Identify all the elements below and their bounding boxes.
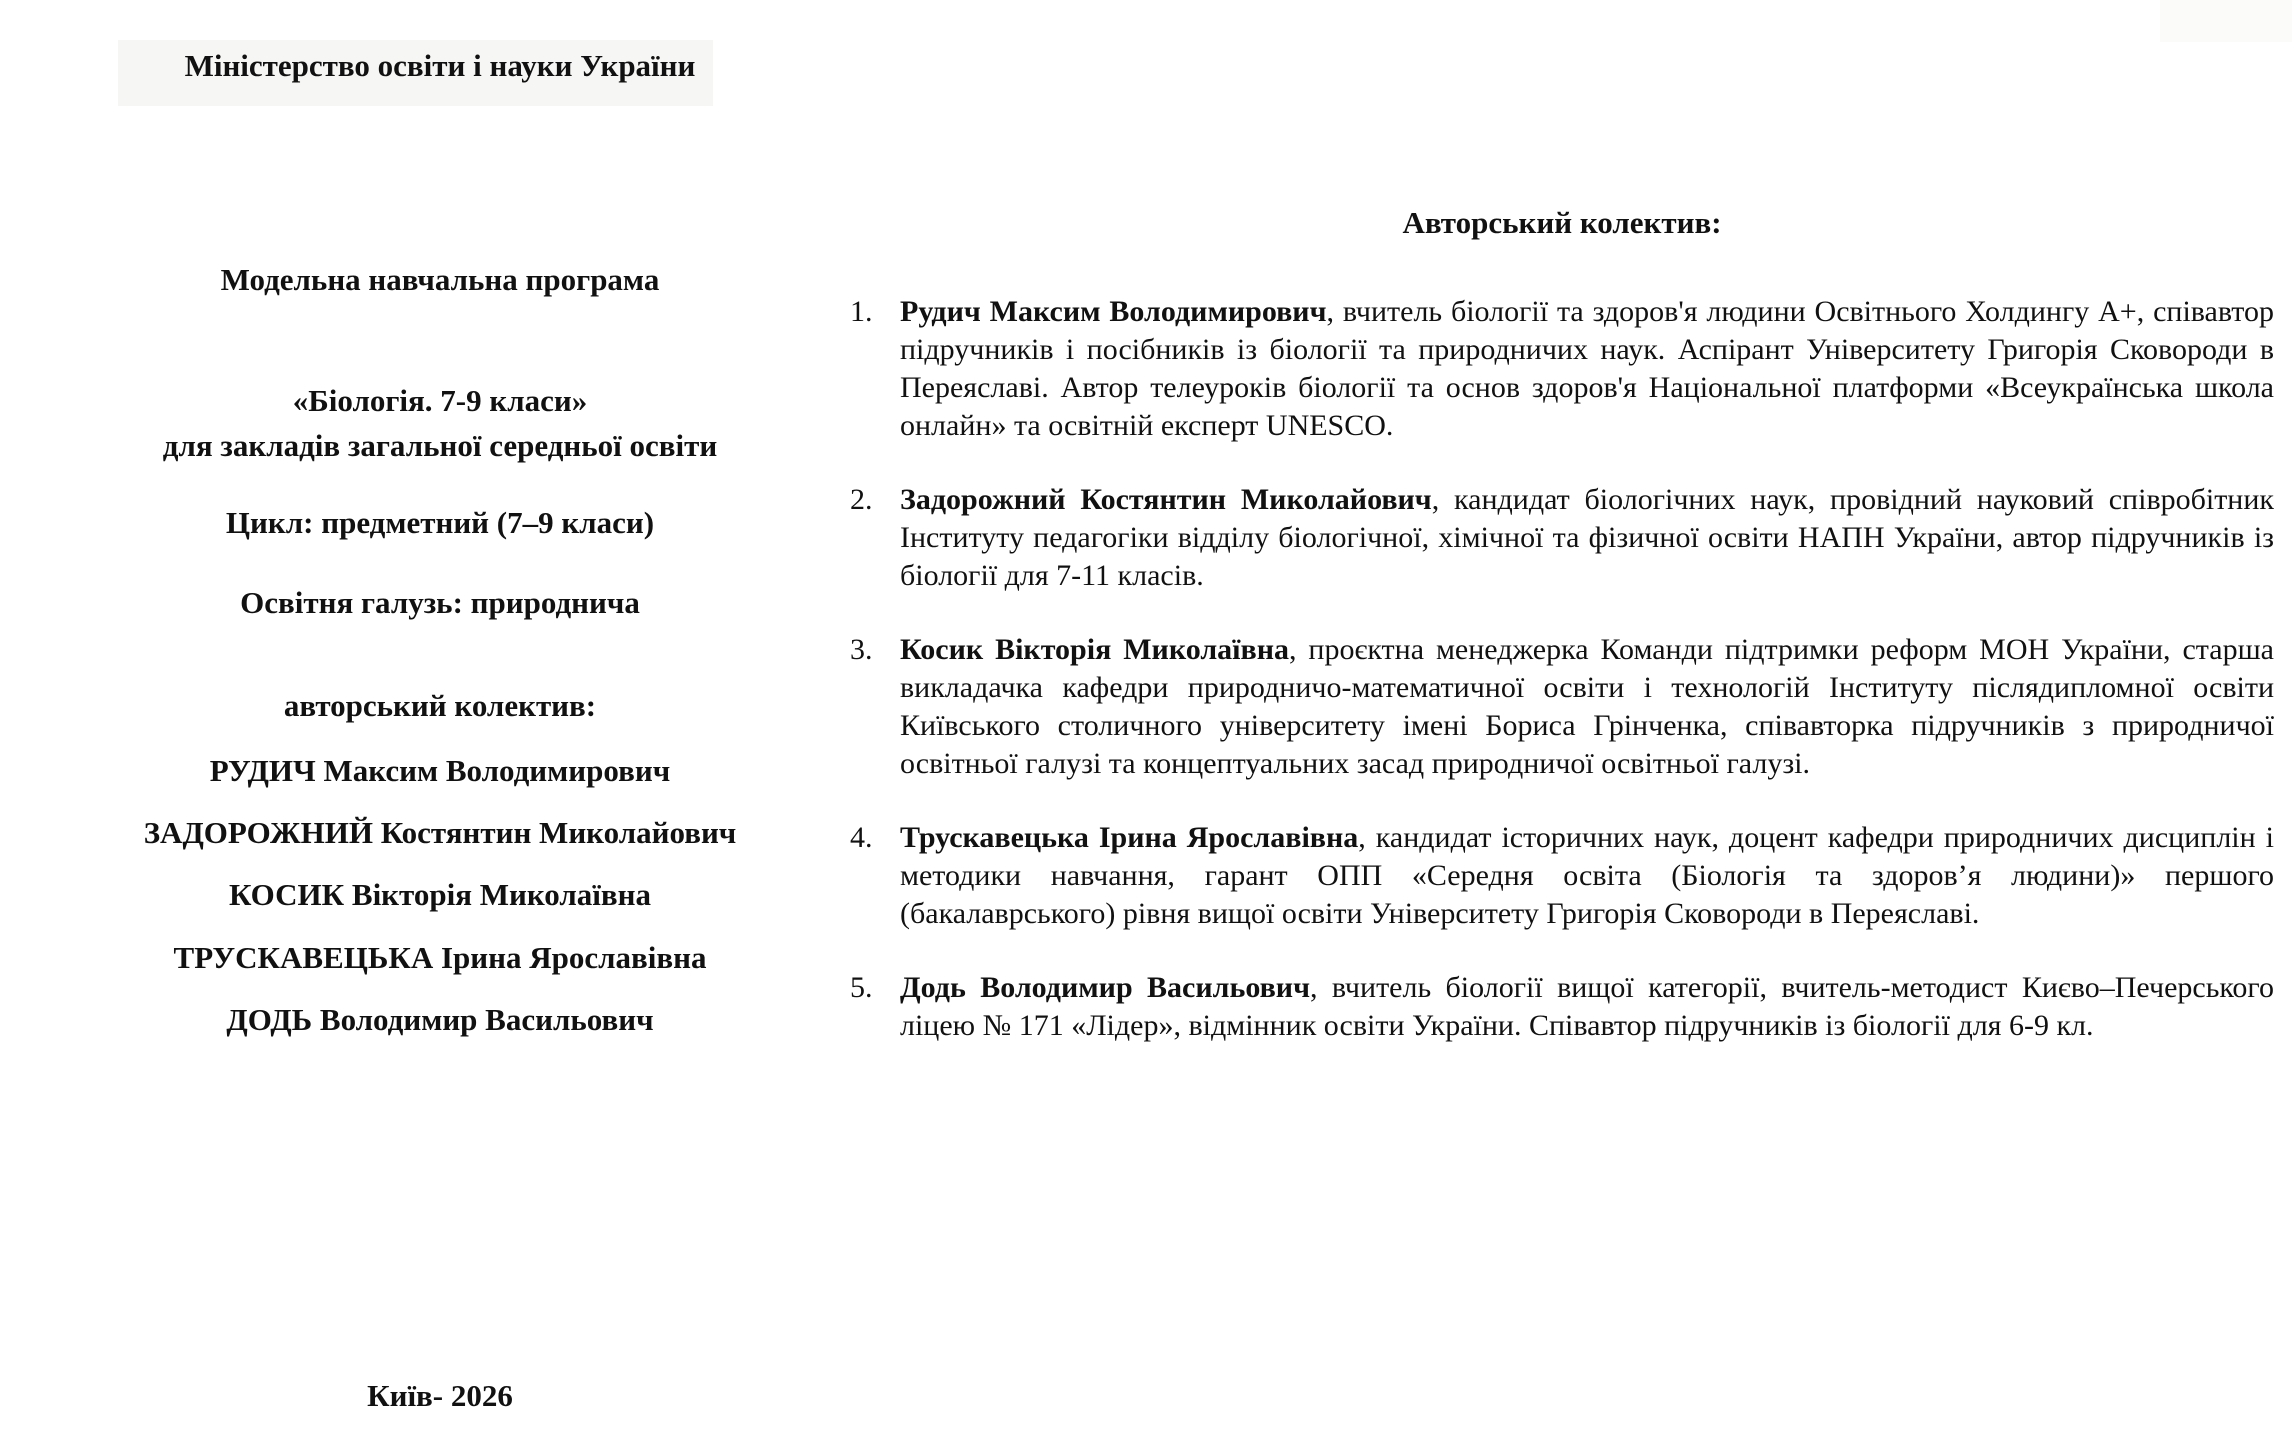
author-name: КОСИК Вікторія Миколаївна	[228, 877, 652, 912]
list-item	[850, 819, 2274, 933]
author-bio	[900, 969, 2274, 1045]
list-item	[850, 481, 2274, 595]
list-item	[850, 969, 2274, 1045]
authors-heading-left: авторський колектив:	[283, 688, 597, 723]
list-item	[850, 293, 2274, 445]
title-column	[95, 0, 785, 1452]
author-bio-description: , вчитель біології вищої категорії, вчитель-методист Києво–Печерського ліцею № 171 «Лідер», відмінник освіти України. Співавтор підручників із біології для 6-9 кл.	[900, 971, 2274, 1042]
program-type: Модельна навчальна програма	[220, 262, 660, 297]
author-bio-name: Додь Володимир Васильович	[900, 971, 1311, 1004]
authors-column	[850, 0, 2274, 1452]
cycle-line: Цикл: предметний (7–9 класи)	[225, 505, 655, 540]
author-bio-name: Трускавецька Ірина Ярославівна	[900, 821, 1359, 854]
author-bio-name: Рудич Максим Володимирович	[900, 295, 1327, 328]
city-year: Київ- 2026	[367, 1378, 513, 1413]
author-bio-description: , проєктна менеджерка Команди підтримки реформ МОН України, старша викладачка кафедри природничо-математичної освіти і технологій Інституту післядипломної освіти Київського столичного університету імені Бориса Грінченка, співавторка підручників з природничої освітньої галузі та концептуальних засад природничої освітньої галузі.	[900, 633, 2274, 780]
author-bio-description: , кандидат біологічних наук, провідний науковий співробітник Інституту педагогіки відділу біологічної, хімічної та фізичної освіти НАПН України, автор підручників із біології для 7-11 класів.	[900, 483, 2274, 592]
author-bio	[900, 631, 2274, 783]
author-name: ДОДЬ Володимир Васильович	[226, 1002, 654, 1037]
education-field-line: Освітня галузь: природнича	[240, 585, 640, 620]
author-bio-description: , вчитель біології та здоров'я людини Освітнього Холдингу А+, співавтор підручників і посібників із біології та природничих наук. Аспірант Університету Григорія Сковороди в Переяславі. Автор телеуроків біології та основ здоров'я Національної платформи «Всеукраїнська школа онлайн» та освітній експерт UNESCO.	[900, 295, 2274, 442]
authors-heading-right: Авторський колектив:	[1402, 205, 1722, 240]
document-title-line2: для закладів загальної середньої освіти	[162, 428, 718, 463]
author-bio-description: , кандидат історичних наук, доцент кафедри природничих дисциплін і методики навчання, гарант ОПП «Середня освіта (Біологія та здоров’я людини)» першого (бакалаврського) рівня вищої освіти Університету Григорія Сковороди в Переяславі.	[900, 821, 2274, 930]
list-item-number: 4.	[850, 821, 873, 854]
list-item-number: 5.	[850, 971, 873, 1004]
list-item	[850, 631, 2274, 783]
ministry-title: Міністерство освіти і науки України	[184, 48, 696, 83]
list-item-number: 3.	[850, 633, 873, 666]
author-bio-name: Косик Вікторія Миколаївна	[900, 633, 1289, 666]
author-bio	[900, 293, 2274, 445]
list-item-number: 2.	[850, 483, 873, 516]
authors-list	[850, 293, 2274, 1081]
author-name: ТРУСКАВЕЦЬКА Ірина Ярославівна	[173, 940, 707, 975]
author-name: ЗАДОРОЖНИЙ Костянтин Миколайович	[143, 815, 737, 850]
document-title-line1: «Біологія. 7-9 класи»	[292, 383, 588, 418]
author-bio	[900, 819, 2274, 933]
author-bio	[900, 481, 2274, 595]
list-item-number: 1.	[850, 295, 873, 328]
author-name: РУДИЧ Максим Володимирович	[209, 753, 671, 788]
author-bio-name: Задорожний Костянтин Миколайович	[900, 483, 1432, 516]
